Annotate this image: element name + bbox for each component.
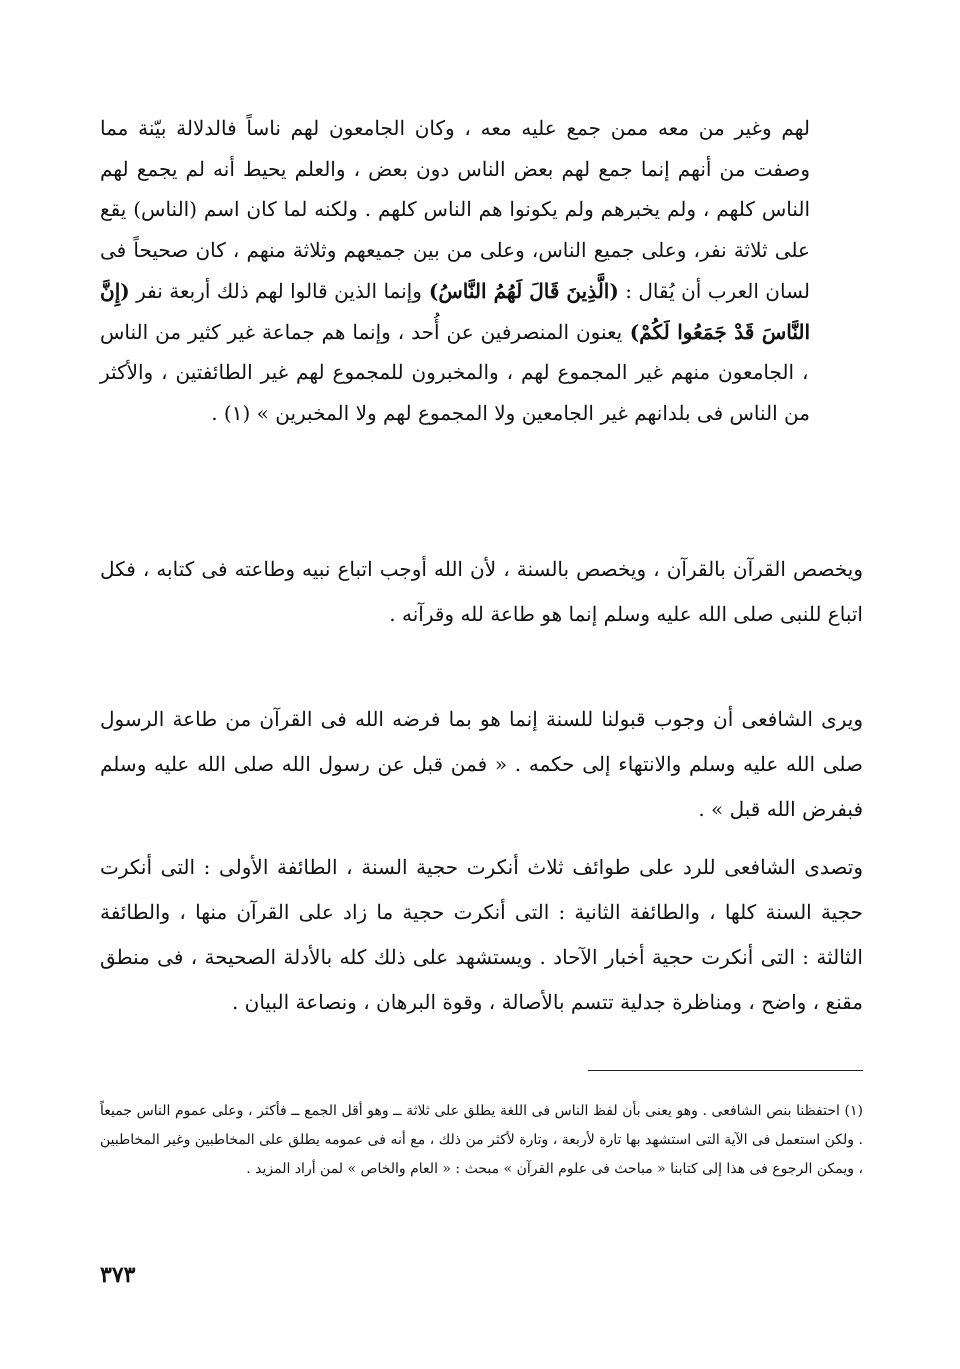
paragraph-sunnah-acceptance: ويرى الشافعى أن وجوب قبولنا للسنة إنما هو بما فرضه الله فى القرآن من طاعة الرسول صلى الله عليه وسلم والانتهاء إلى حكمه . « فمن قبل عن رسول الله صلى الله عليه وسلم فبفرض الله قبل » . [100, 707, 863, 821]
quran-verse: لَكُمْ) [622, 319, 670, 344]
quote-line: بين جميعهم وثلاثة منهم ، كان صحيحاً فى لسان العرب أن يُقال : [100, 238, 811, 303]
quoted-passage [100, 108, 810, 434]
paragraph-specification: ويخصص القرآن بالقرآن ، ويخصص بالسنة ، لأن الله أوجب اتباع نبيه وطاعته فى كتابه ، فكل اتباع للنبى صلى الله عليه وسلم إنما هو طاعة لله وقرآنه . [100, 557, 863, 626]
quote-line: لهم وغير من معه ممن جمع عليه معه ، وكان الجامعون لهم ناساً فالدلالة بيّنة [128, 116, 810, 140]
quran-verse: (الَّذِينَ [559, 278, 619, 303]
quote-line: مما وصفت من أنهم إنما جمع لهم بعض الناس دون بعض ، والعلم يحيط أنه [100, 116, 810, 181]
quote-line: وإنما الذين قالوا لهم ذلك أربعة نفر [129, 278, 422, 303]
quote-line: لما كان اسم (الناس) يقع على ثلاثة نفر، وعلى جميع الناس، وعلى من [100, 197, 810, 263]
quran-verse: قَالَ لَهُمُ النَّاسُ) [421, 278, 560, 303]
footnote: (١) احتفظنا بنص الشافعى . وهو يعنى بأن لفظ الناس فى اللغة يطلق على ثلاثة ــ وهو أقل الجمع ــ فأكثر ، وعلى عموم الناس جميعاً . ولكن استعمل فى الآية التى استشهد بها تارة لأربعة ، وتارة لأكثر من ذلك ، مع أنه فى عمومه يطلق على المخاطبين وغير المخاطبين ، ويمكن الرجوع فى هذا إلى كتابنا « مباحث فى علوم القرآن » مبحث : « العام والخاص » لمن أراد المزيد . [100, 1103, 863, 1177]
page-number: ٣٧٣ [100, 1262, 136, 1288]
quote-line: الجامعون منهم غير المجموع لهم ، والمخبرون للمجموع لهم غير الطائفتين ، والأكثر [100, 360, 795, 385]
quote-line: من الناس فى بلدانهم غير الجامعين ولا المجموع لهم ولا المخبرين » (١) . [211, 400, 810, 425]
quote-line: يعنون المنصرفين عن أُحد ، وإنما هم جماعة غير كثير من الناس ، [100, 319, 809, 385]
quran-verse: (إِنَّ النَّاسَ قَدْ جَمَعُوا [100, 278, 811, 344]
paragraph-three-groups: وتصدى الشافعى للرد على طوائف ثلاث أنكرت حجية السنة ، الطائفة الأولى : التى أنكرت حجية السنة كلها ، والطائفة الثانية : التى أنكرت حجية ما زاد على القرآن منها ، والطائفة الثالثة : التى أنكرت حجية أخبار الآحاد . ويستشهد على ذلك كله بالأدلة الصحيحة ، فى منطق مقنع ، واضح ، ومناظرة جدلية تتسم بالأصالة ، وقوة البرهان ، ونصاعة البيان . [100, 855, 863, 1014]
footnote-divider [588, 1070, 863, 1071]
quote-line: لم يجمع لهم الناس كلهم ، ولم يخبرهم ولم يكونوا هم الناس كلهم . ولكنه [100, 156, 811, 222]
